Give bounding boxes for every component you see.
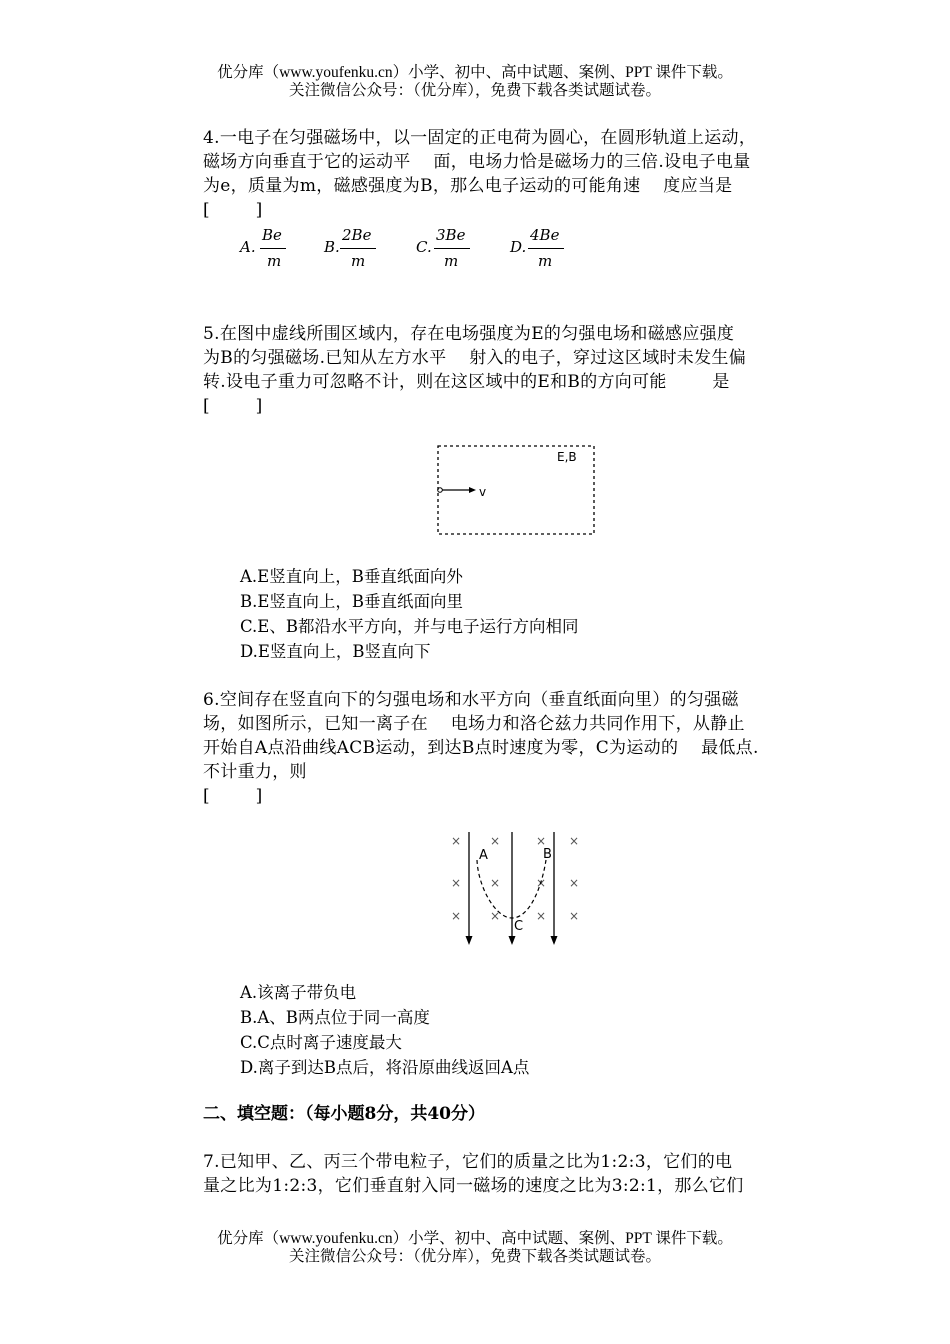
- option-label: A.: [240, 238, 256, 256]
- page-footer: [0, 1230, 950, 1266]
- field-arrowheads: [466, 936, 558, 945]
- cross-mark: ×: [569, 876, 580, 890]
- section-fill-in-title: 二、填空题：（每小题8分，共40分）: [203, 1104, 485, 1124]
- point-a-label: A: [479, 848, 488, 863]
- cross-mark: ×: [569, 834, 580, 848]
- fraction-bar: [260, 248, 286, 249]
- q5-line-3: 转.设电子重力可忽略不计，则在这区域中的E和B的方向可能 是: [203, 372, 730, 392]
- point-c-label: C: [514, 919, 524, 934]
- magnetic-field-crosses: [451, 834, 579, 923]
- fraction-denominator: m: [351, 252, 366, 270]
- cross-mark: ×: [536, 834, 547, 848]
- fraction-numerator: 2Be: [342, 226, 372, 244]
- q4-line-2: 磁场方向垂直于它的运动平 面，电场力恰是磁场力的三倍.设电子电量: [203, 152, 751, 172]
- cross-mark: ×: [536, 876, 547, 890]
- q5-option-a: A.E竖直向上，B垂直纸面向外: [240, 567, 463, 586]
- q6-answer-bracket: [ ]: [203, 786, 263, 806]
- fraction-denominator: m: [267, 252, 282, 270]
- cross-mark: ×: [451, 834, 462, 848]
- velocity-label: v: [479, 485, 487, 499]
- option-label: D.: [510, 238, 527, 256]
- arrowhead: [509, 936, 516, 945]
- footer-line-2: 关注微信公众号：（优分库），免费下载各类试题试卷。: [288, 1248, 661, 1265]
- q6-line-1: 6.空间存在竖直向下的匀强电场和水平方向（垂直纸面向里）的匀强磁: [203, 690, 739, 710]
- q4-line-3: 为e，质量为m，磁感强度为B，那么电子运动的可能角速 度应当是: [203, 176, 733, 196]
- q5-line-1: 5.在图中虚线所围区域内，存在电场强度为E的匀强电场和磁感应强度: [203, 324, 735, 344]
- velocity-arrowhead: [469, 487, 476, 493]
- q4-line-1: 4.一电子在匀强磁场中，以一固定的正电荷为圆心，在圆形轨道上运动，: [203, 128, 757, 148]
- fraction-bar: [528, 248, 564, 249]
- arrowhead: [551, 936, 558, 945]
- q6-option-c: C.C点时离子速度最大: [240, 1033, 402, 1052]
- footer-line-1: 优分库（www.youfenku.cn）小学、初中、高中试题、案例、PPT 课件下载。: [217, 1230, 733, 1247]
- cross-mark: ×: [451, 876, 462, 890]
- fraction-bar: [340, 248, 376, 249]
- q6-field-figure: [440, 826, 590, 951]
- q7-line-2: 量之比为1:2:3，它们垂直射入同一磁场的速度之比为3:2:1，那么它们: [203, 1176, 744, 1196]
- fraction-bar: [434, 248, 470, 249]
- q6-line-4: 不计重力，则: [203, 762, 307, 782]
- question-4: [203, 126, 813, 222]
- arrowhead: [466, 936, 473, 945]
- field-label: E,B: [557, 450, 577, 464]
- q5-answer-bracket: [ ]: [203, 396, 263, 416]
- fraction-numerator: Be: [262, 226, 282, 244]
- cross-mark: ×: [536, 909, 547, 923]
- fraction-numerator: 3Be: [436, 226, 466, 244]
- q6-line-3: 开始自A点沿曲线ACB运动，到达B点时速度为零，C为运动的 最低点.: [203, 738, 759, 758]
- cross-mark: ×: [490, 876, 501, 890]
- q5-option-b: B.E竖直向上，B垂直纸面向里: [240, 592, 464, 611]
- q4-options: [240, 226, 580, 274]
- page-header: [0, 64, 950, 100]
- q5-option-d: D.E竖直向上，B竖直向下: [240, 642, 431, 661]
- option-label: B.: [324, 238, 340, 256]
- option-label: C.: [416, 238, 432, 256]
- question-7: [203, 1150, 813, 1198]
- q4-answer-bracket: [ ]: [203, 200, 263, 220]
- cross-mark: ×: [490, 909, 501, 923]
- header-line-1: 优分库（www.youfenku.cn）小学、初中、高中试题、案例、PPT 课件下载。: [217, 64, 733, 81]
- fraction-numerator: 4Be: [530, 226, 560, 244]
- q5-option-c: C.E、B都沿水平方向，并与电子运行方向相同: [240, 617, 579, 636]
- question-5: [203, 322, 813, 418]
- cross-mark: ×: [451, 909, 462, 923]
- question-6: [203, 688, 818, 808]
- q6-line-2: 场，如图所示，已知一离子在 电场力和洛仑兹力共同作用下，从静止: [203, 714, 745, 734]
- q6-option-a: A.该离子带负电: [240, 983, 357, 1002]
- q5-line-2: 为B的匀强磁场.已知从左方水平 射入的电子，穿过这区域时未发生偏: [203, 348, 747, 368]
- fraction-denominator: m: [444, 252, 459, 270]
- cross-mark: ×: [569, 909, 580, 923]
- q6-option-b: B.A、B两点位于同一高度: [240, 1008, 430, 1027]
- q6-option-d: D.离子到达B点后，将沿原曲线返回A点: [240, 1058, 530, 1077]
- point-b-label: B: [543, 847, 552, 862]
- cross-mark: ×: [490, 834, 501, 848]
- q7-line-1: 7.已知甲、乙、丙三个带电粒子，它们的质量之比为1:2:3，它们的电: [203, 1152, 733, 1172]
- header-line-2: 关注微信公众号：（优分库），免费下载各类试题试卷。: [288, 82, 661, 99]
- q5-field-region-figure: [430, 440, 605, 540]
- fraction-denominator: m: [538, 252, 553, 270]
